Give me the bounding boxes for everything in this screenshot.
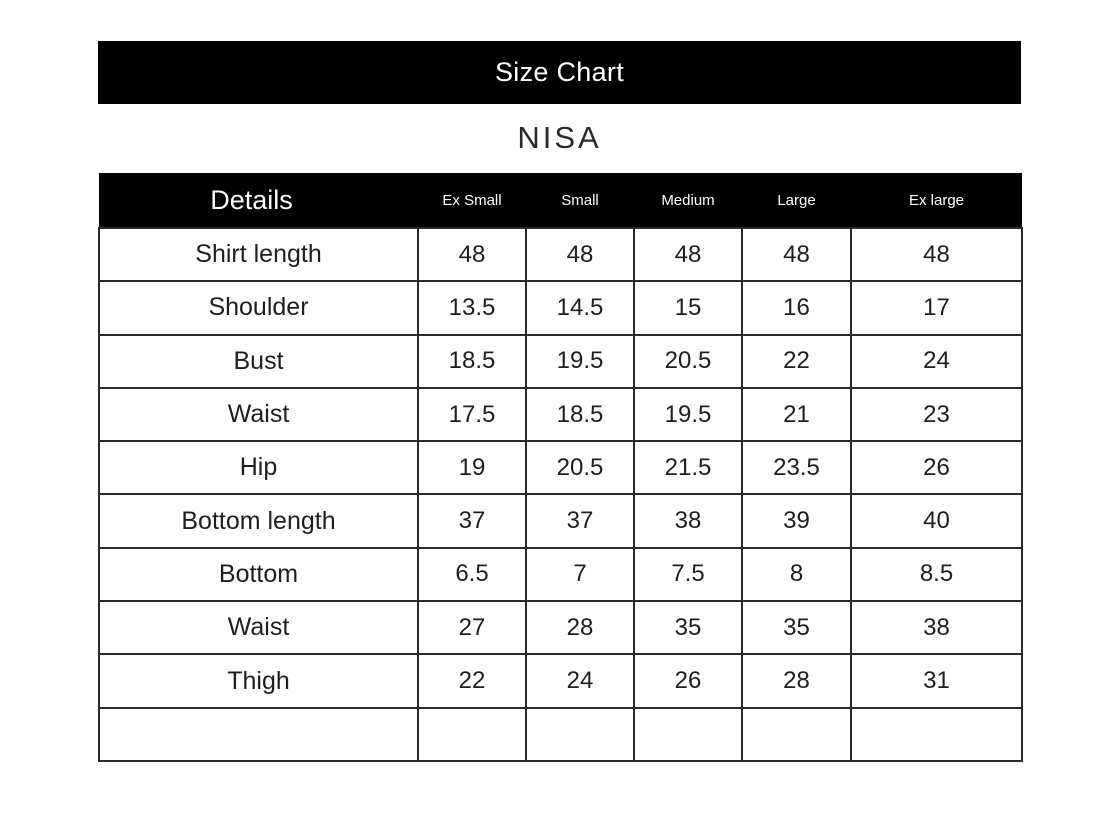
size-value-cell: 31 [851, 654, 1022, 707]
row-label: Thigh [99, 654, 418, 707]
size-value-cell: 48 [742, 228, 851, 281]
header-row [99, 173, 1022, 228]
size-value-cell: 6.5 [418, 548, 526, 601]
header-size-small: Small [561, 191, 599, 209]
size-value-cell: 15 [634, 281, 742, 334]
header-details: Details [210, 184, 293, 215]
size-value-cell: 28 [526, 601, 634, 654]
size-value-cell [418, 708, 526, 761]
header-size-ex-small: Ex Small [442, 191, 502, 209]
size-value-cell: 35 [742, 601, 851, 654]
size-value-cell: 39 [742, 494, 851, 547]
row-label: Hip [99, 441, 418, 494]
row-label [99, 708, 418, 761]
size-value-cell: 40 [851, 494, 1022, 547]
table-row [99, 388, 1022, 441]
row-label: Waist [99, 601, 418, 654]
size-value-cell: 20.5 [634, 335, 742, 388]
size-value-cell: 26 [851, 441, 1022, 494]
table-row [99, 441, 1022, 494]
size-value-cell: 7 [526, 548, 634, 601]
size-value-cell: 23 [851, 388, 1022, 441]
size-value-cell: 18.5 [418, 335, 526, 388]
size-value-cell: 23.5 [742, 441, 851, 494]
row-label: Bust [99, 335, 418, 388]
size-value-cell: 24 [851, 335, 1022, 388]
table-body [99, 228, 1022, 761]
header-size-large: Large [777, 191, 816, 209]
size-value-cell: 13.5 [418, 281, 526, 334]
size-value-cell: 14.5 [526, 281, 634, 334]
row-label: Bottom [99, 548, 418, 601]
table-row [99, 228, 1022, 281]
size-value-cell: 17 [851, 281, 1022, 334]
size-value-cell [526, 708, 634, 761]
size-value-cell [851, 708, 1022, 761]
size-value-cell: 18.5 [526, 388, 634, 441]
size-chart-title: Size Chart [98, 41, 1021, 104]
size-value-cell: 19.5 [634, 388, 742, 441]
size-value-cell: 20.5 [526, 441, 634, 494]
size-value-cell: 7.5 [634, 548, 742, 601]
size-value-cell: 21.5 [634, 441, 742, 494]
header-size-ex-large: Ex large [908, 191, 965, 209]
brand-name: NISA [517, 120, 602, 155]
size-value-cell: 26 [634, 654, 742, 707]
table-row [99, 654, 1022, 707]
size-value-cell: 38 [634, 494, 742, 547]
size-value-cell: 48 [634, 228, 742, 281]
size-table [98, 173, 1023, 762]
size-value-cell: 17.5 [418, 388, 526, 441]
size-value-cell [742, 708, 851, 761]
row-label: Shirt length [99, 228, 418, 281]
table-row [99, 281, 1022, 334]
size-value-cell: 27 [418, 601, 526, 654]
size-value-cell: 48 [851, 228, 1022, 281]
table-header [99, 173, 1022, 228]
size-value-cell: 22 [418, 654, 526, 707]
table-row [99, 708, 1022, 761]
size-value-cell: 22 [742, 335, 851, 388]
table-row [99, 494, 1022, 547]
size-value-cell: 8 [742, 548, 851, 601]
size-value-cell: 37 [418, 494, 526, 547]
table-row [99, 335, 1022, 388]
size-value-cell: 28 [742, 654, 851, 707]
size-value-cell: 8.5 [851, 548, 1022, 601]
size-value-cell: 19 [418, 441, 526, 494]
size-value-cell: 38 [851, 601, 1022, 654]
size-value-cell: 21 [742, 388, 851, 441]
row-label: Bottom length [99, 494, 418, 547]
row-label: Waist [99, 388, 418, 441]
size-value-cell: 48 [526, 228, 634, 281]
size-value-cell: 35 [634, 601, 742, 654]
size-value-cell [634, 708, 742, 761]
size-value-cell: 24 [526, 654, 634, 707]
size-value-cell: 16 [742, 281, 851, 334]
row-label: Shoulder [99, 281, 418, 334]
size-value-cell: 48 [418, 228, 526, 281]
size-value-cell: 19.5 [526, 335, 634, 388]
table-row [99, 601, 1022, 654]
header-size-medium: Medium [661, 191, 715, 209]
table-row [99, 548, 1022, 601]
size-value-cell: 37 [526, 494, 634, 547]
